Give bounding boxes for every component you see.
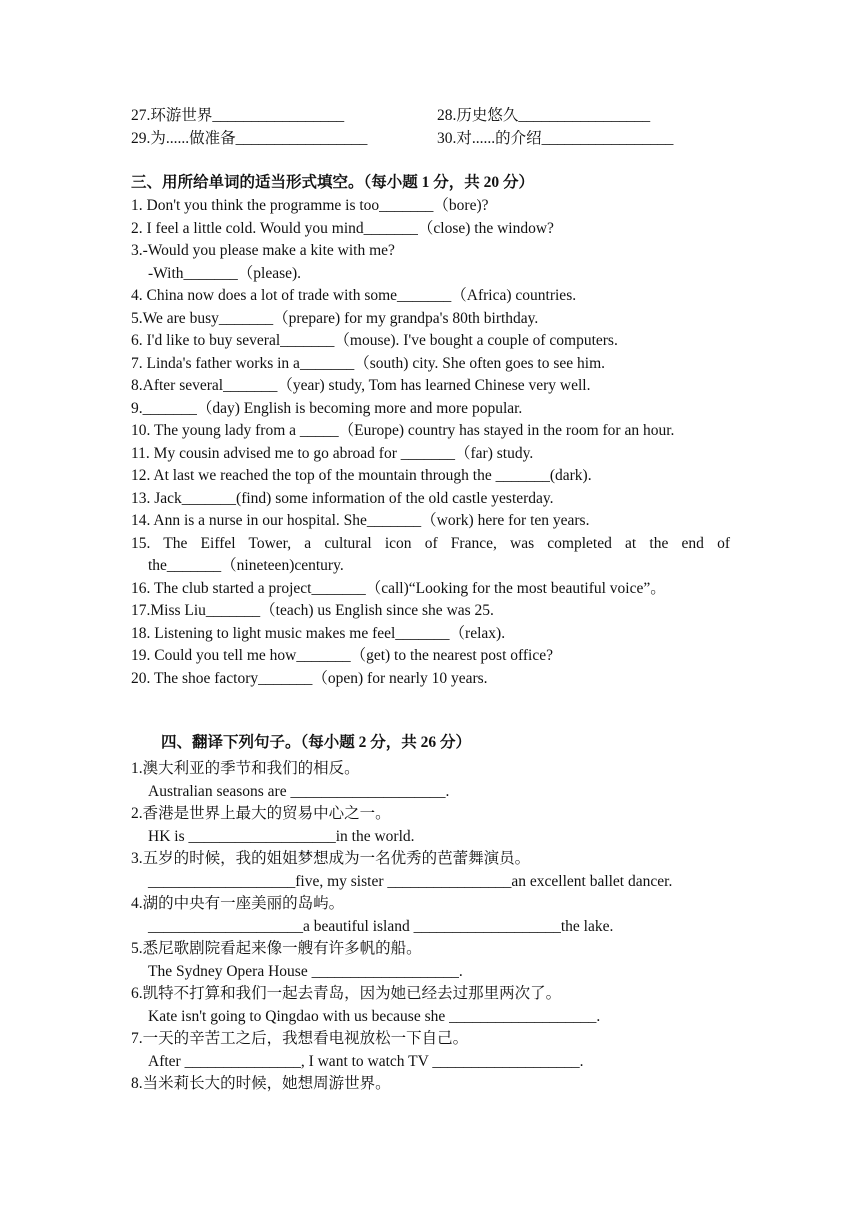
s3-line: 20. The shoe factory_______（open) for nearly 10 years. xyxy=(131,670,488,687)
s4-line: 7.一天的辛苦工之后，我想看电视放松一下自己。 xyxy=(131,1030,469,1047)
s4-line: ____________________a beautiful island ___________________the lake. xyxy=(148,918,614,935)
s4-line: ___________________five, my sister ________________an excellent ballet dancer. xyxy=(148,873,673,890)
s3-line: 10. The young lady from a _____（Europe) country has stayed in the room for an hour. xyxy=(131,422,675,439)
s3-line: 7. Linda's father works in a_______（south) city. She often goes to see him. xyxy=(131,355,606,372)
s4-line: 2.香港是世界上最大的贸易中心之一。 xyxy=(131,805,391,822)
s3-line: the_______（nineteen)century. xyxy=(148,557,344,574)
s3-line: 15. The Eiffel Tower, a cultural icon of France, was completed at the end of xyxy=(131,535,730,552)
s4-line: Kate isn't going to Qingdao with us because she ___________________. xyxy=(148,1008,601,1025)
s4-line: 5.悉尼歌剧院看起来像一艘有许多帆的船。 xyxy=(131,940,422,957)
s4-line: 6.凯特不打算和我们一起去青岛，因为她已经去过那里两次了。 xyxy=(131,985,562,1002)
s4-line: After _______________, I want to watch TV ___________________. xyxy=(148,1053,584,1070)
s3-line: 11. My cousin advised me to go abroad for _______（far) study. xyxy=(131,445,534,462)
s3-line: 16. The club started a project_______（call)“Looking for the most beautiful voice”。 xyxy=(131,580,666,597)
s3-line: 9._______（day) English is becoming more and more popular. xyxy=(131,400,523,417)
s3-line: 2. I feel a little cold. Would you mind_______（close) the window? xyxy=(131,220,554,237)
phrase-29: 29.为......做准备_________________ xyxy=(131,130,368,147)
s3-line: 12. At last we reached the top of the mountain through the _______(dark). xyxy=(131,467,592,484)
section3-title: 三、用所给单词的适当形式填空。（每小题 1 分，共 20 分） xyxy=(131,174,535,191)
s3-line: 18. Listening to light music makes me feel_______（relax). xyxy=(131,625,506,642)
s4-line: 4.湖的中央有一座美丽的岛屿。 xyxy=(131,895,345,912)
s4-line: 8.当米莉长大的时候，她想周游世界。 xyxy=(131,1075,391,1092)
s3-line: 6. I'd like to buy several_______（mouse). I've bought a couple of computers. xyxy=(131,332,618,349)
s3-line: 13. Jack_______(find) some information of the old castle yesterday. xyxy=(131,490,554,507)
s3-line: 4. China now does a lot of trade with some_______（Africa) countries. xyxy=(131,287,577,304)
s3-line: 19. Could you tell me how_______（get) to the nearest post office? xyxy=(131,647,554,664)
s3-line: 1. Don't you think the programme is too_______（bore)? xyxy=(131,197,489,214)
s3-line: 14. Ann is a nurse in our hospital. She_______（work) here for ten years. xyxy=(131,512,590,529)
s4-line: HK is ___________________in the world. xyxy=(148,828,415,845)
phrase-30: 30.对......的介绍_________________ xyxy=(437,130,674,147)
s3-line: 17.Miss Liu_______（teach) us English since she was 25. xyxy=(131,602,494,619)
s3-line: 3.-Would you please make a kite with me? xyxy=(131,242,395,259)
s4-line: Australian seasons are ____________________. xyxy=(148,783,450,800)
s4-line: 3.五岁的时候，我的姐姐梦想成为一名优秀的芭蕾舞演员。 xyxy=(131,850,531,867)
s4-line: The Sydney Opera House ___________________. xyxy=(148,963,463,980)
s3-line: 5.We are busy_______（prepare) for my grandpa's 80th birthday. xyxy=(131,310,539,327)
phrase-27: 27.环游世界_________________ xyxy=(131,107,345,124)
phrase-28: 28.历史悠久_________________ xyxy=(437,107,651,124)
s3-line: 8.After several_______（year) study, Tom has learned Chinese very well. xyxy=(131,377,591,394)
s4-line: 1.澳大利亚的季节和我们的相反。 xyxy=(131,760,360,777)
section4-title: 四、翻译下列句子。（每小题 2 分，共 26 分） xyxy=(161,734,472,751)
s3-line: -With_______（please). xyxy=(148,265,302,282)
